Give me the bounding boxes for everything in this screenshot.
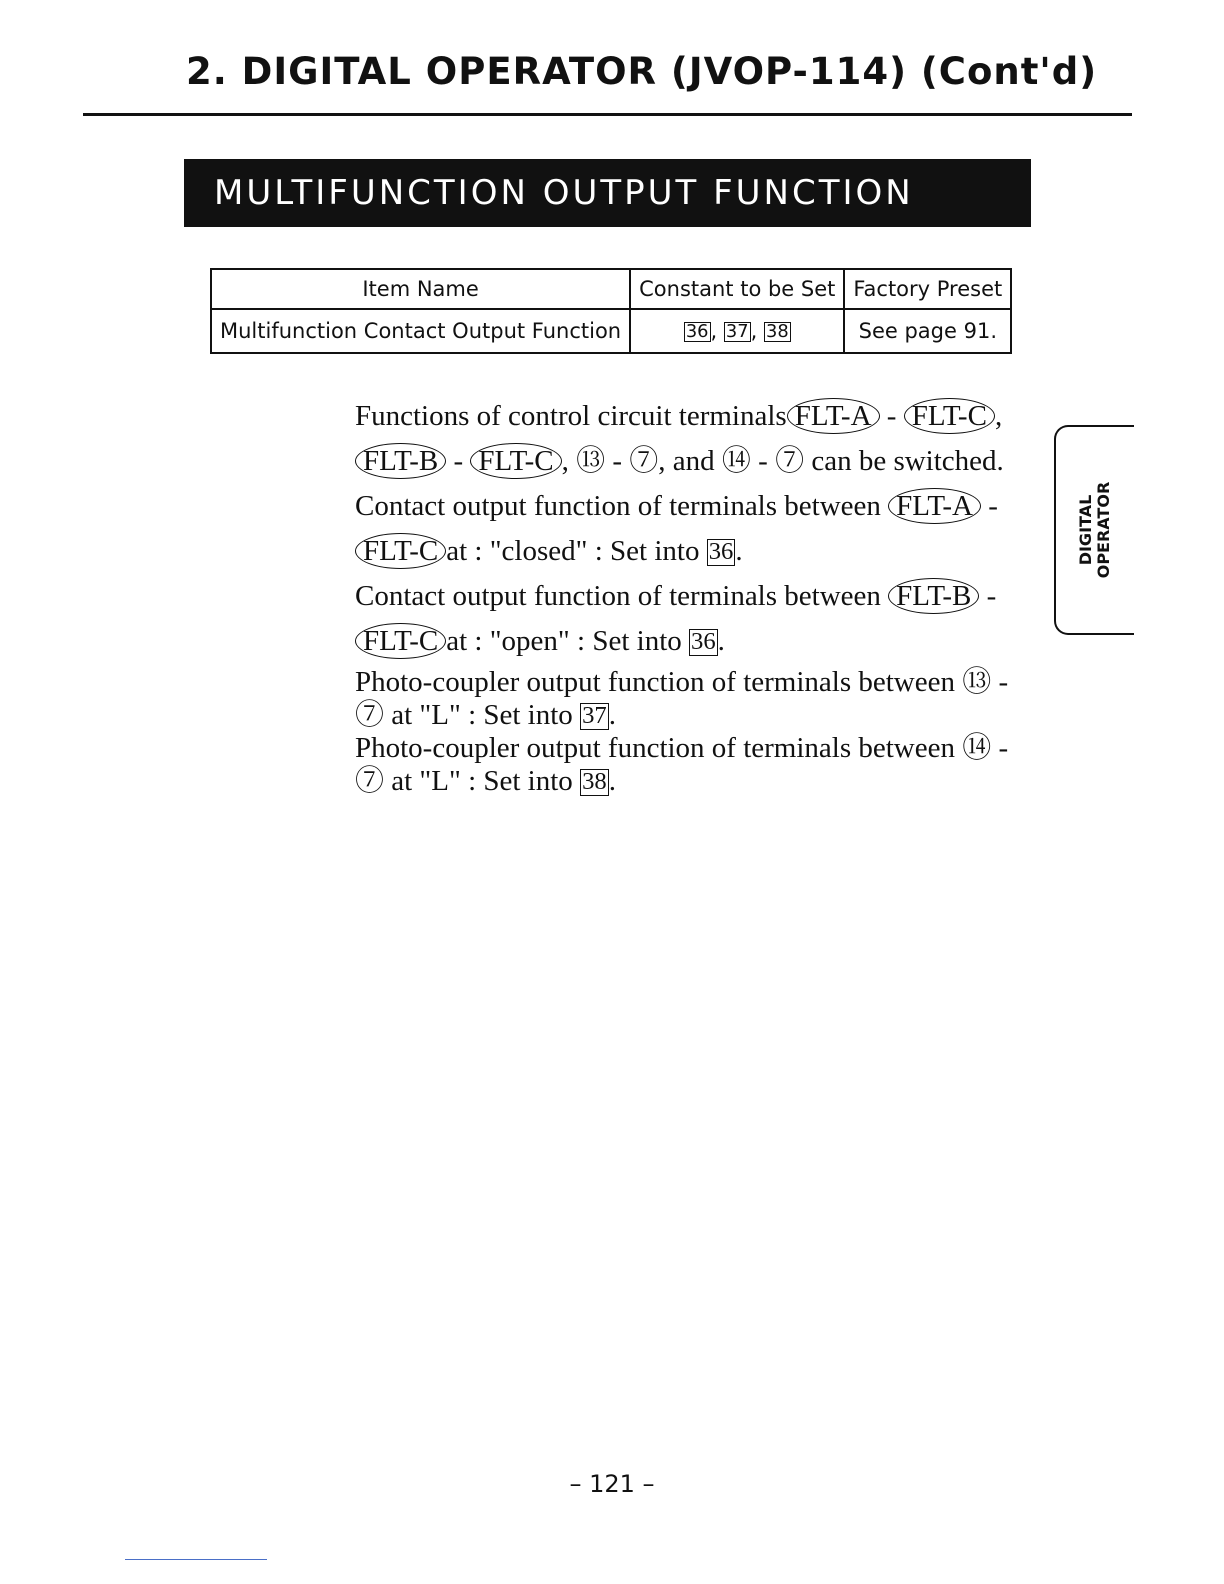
side-tab-label	[1077, 482, 1113, 579]
text: ,	[994, 400, 1003, 432]
terminal-label: FLT-A	[888, 488, 981, 524]
paragraph-photocoupler-14	[355, 732, 1035, 798]
paragraph-contact-closed	[355, 484, 1035, 574]
paragraph-functions	[355, 394, 1035, 484]
paragraph-contact-open	[355, 574, 1035, 664]
text: , ⑬ - ⑦, and ⑭ - ⑦ can be switched.	[561, 445, 1004, 477]
parameter-table	[210, 268, 1012, 354]
paragraph-photocoupler-13	[355, 666, 1035, 732]
constant-box: 37	[582, 702, 607, 729]
text: -	[446, 445, 471, 477]
side-tab-line: DIGITAL	[1076, 494, 1095, 566]
terminal-label: FLT-A	[787, 398, 880, 434]
footer-rule	[125, 1559, 267, 1560]
text: at : "open" : Set into	[446, 625, 689, 657]
section-side-tab	[1054, 425, 1134, 635]
text: at : "closed" : Set into	[446, 535, 707, 567]
text: .	[608, 765, 616, 797]
terminal-label: FLT-B	[355, 443, 446, 479]
side-tab-line: OPERATOR	[1094, 481, 1113, 579]
text: Contact output function of terminals between	[355, 490, 889, 522]
text: -	[981, 490, 998, 522]
constant-box: 38	[765, 321, 789, 342]
terminal-label: FLT-C	[355, 623, 446, 659]
terminal-label: FLT-C	[470, 443, 561, 479]
constant-box: 36	[708, 538, 734, 565]
cell-constants: 36, 37, 38	[630, 309, 844, 353]
page-number: – 121 –	[569, 1470, 655, 1498]
table-row	[211, 309, 1011, 353]
terminal-label: FLT-C	[904, 398, 995, 434]
constant-box: 36	[691, 628, 716, 655]
text: Photo-coupler output function of terminals between ⑬ - ⑦ at "L" : Set into	[355, 666, 1009, 731]
cell-item-name: Multifunction Contact Output Function	[211, 309, 630, 353]
header-factory-preset: Factory Preset	[844, 269, 1011, 309]
cell-factory-preset: See page 91.	[844, 309, 1011, 353]
constant-box: 36	[685, 321, 709, 342]
text: .	[608, 699, 616, 731]
text: -	[979, 580, 997, 612]
body-text	[355, 394, 1035, 798]
text: .	[717, 625, 725, 657]
section-banner: MULTIFUNCTION OUTPUT FUNCTION	[184, 159, 1031, 227]
text: .	[735, 535, 743, 567]
text: -	[879, 400, 904, 432]
header-item-name: Item Name	[211, 269, 630, 309]
header-constant: Constant to be Set	[630, 269, 844, 309]
constant-box: 38	[582, 768, 607, 795]
constant-box: 37	[725, 321, 749, 342]
terminal-label: FLT-B	[888, 578, 979, 614]
title-divider	[83, 113, 1132, 116]
text: Contact output function of terminals between	[355, 580, 889, 612]
page-title: 2. DIGITAL OPERATOR (JVOP-114) (Cont'd)	[186, 50, 1098, 93]
table-header-row	[211, 269, 1011, 309]
text: Photo-coupler output function of terminals between ⑭ - ⑦ at "L" : Set into	[355, 732, 1009, 797]
text: Functions of control circuit terminals	[355, 400, 787, 432]
terminal-label: FLT-C	[355, 533, 446, 569]
